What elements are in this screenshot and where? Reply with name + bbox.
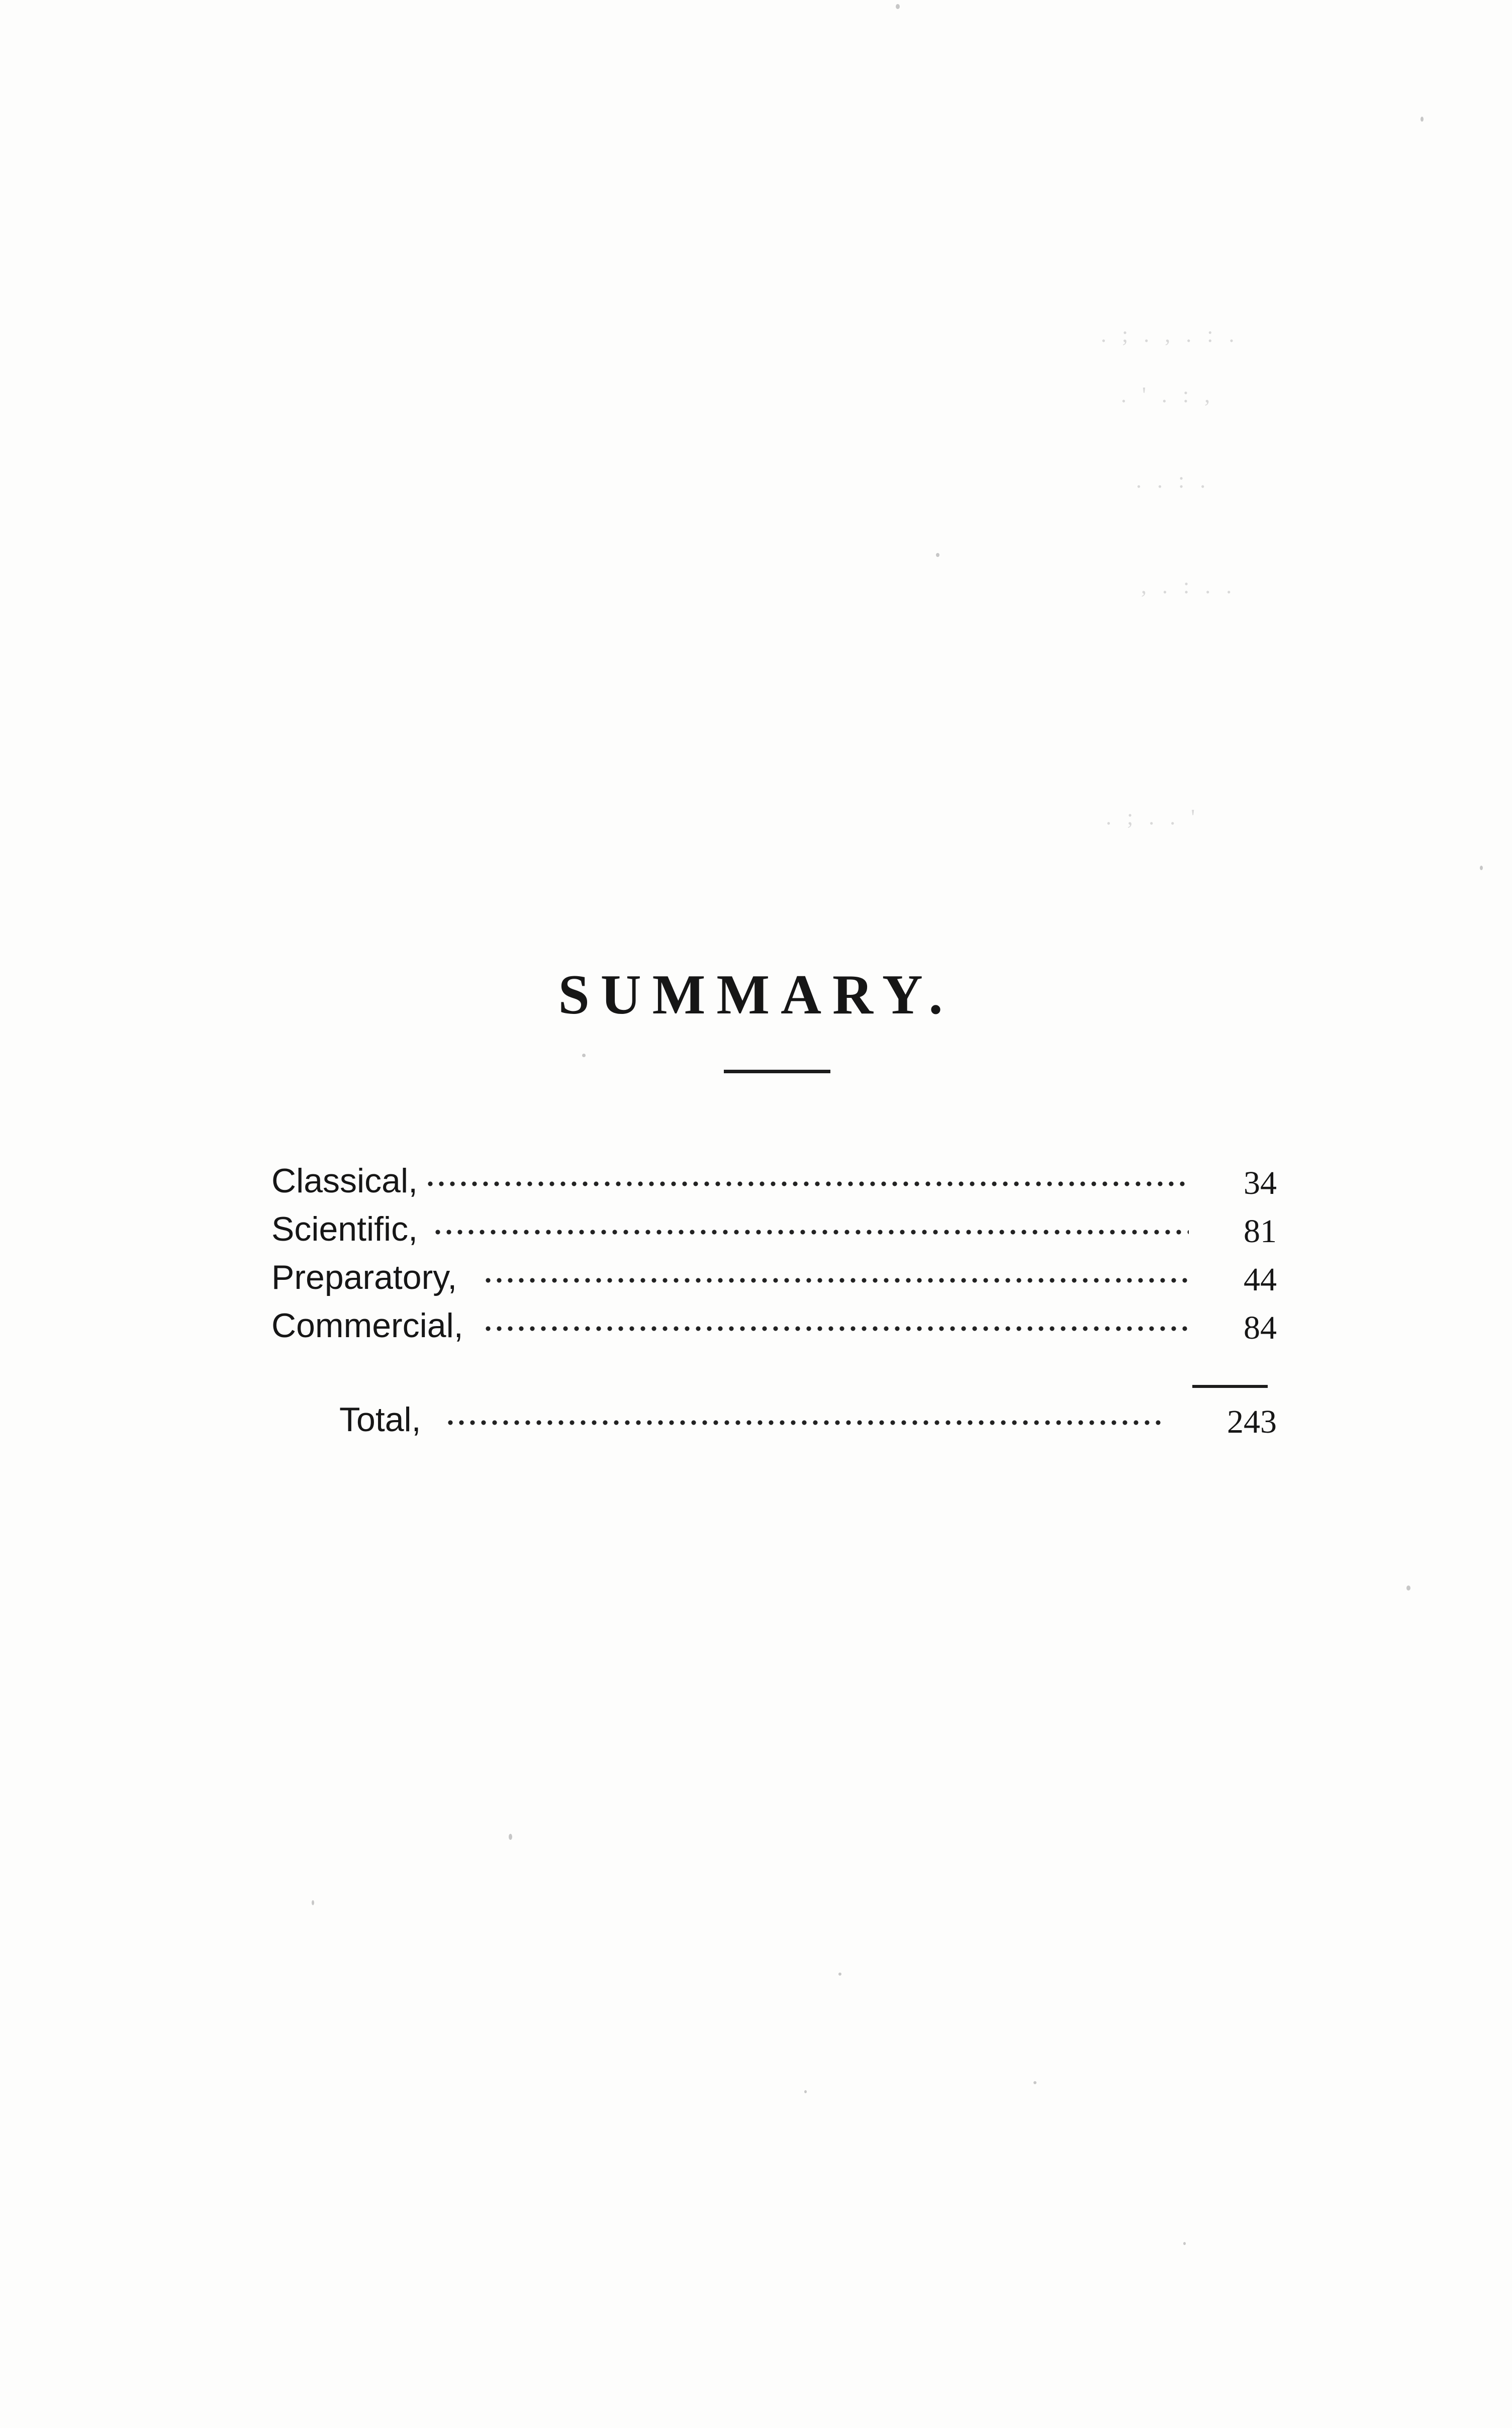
bleed-through-mark: . ; . , . : . [1101, 322, 1240, 347]
row-value: 34 [1244, 1165, 1277, 1201]
speck [1183, 2242, 1186, 2245]
summary-row [271, 1161, 1277, 1209]
total-row [271, 1400, 1277, 1448]
row-value: 84 [1244, 1310, 1277, 1346]
title-divider [724, 1070, 830, 1073]
speck [1480, 866, 1483, 870]
row-value: 44 [1244, 1261, 1277, 1298]
speck [312, 1900, 314, 1905]
speck [804, 2090, 807, 2093]
speck [896, 4, 900, 9]
speck [582, 1054, 586, 1057]
bleed-through-mark: , . : . . [1141, 574, 1237, 598]
row-label: Preparatory, [271, 1258, 457, 1296]
sum-divider [1192, 1385, 1268, 1388]
summary-table [271, 1161, 1277, 1354]
speck [1406, 1585, 1410, 1591]
dot-leader [483, 1326, 1189, 1331]
row-value: 81 [1244, 1213, 1277, 1250]
dot-leader [425, 1181, 1189, 1186]
bleed-through-mark: . ' . : , [1121, 383, 1215, 407]
dot-leader [432, 1230, 1189, 1235]
row-label: Classical, [271, 1162, 418, 1200]
summary-row [271, 1306, 1277, 1354]
dot-leader [483, 1278, 1189, 1283]
dot-leader [445, 1420, 1164, 1425]
speck [1033, 2081, 1036, 2084]
speck [1421, 117, 1424, 122]
summary-row [271, 1209, 1277, 1258]
row-label: Scientific, [271, 1210, 418, 1248]
summary-row [271, 1258, 1277, 1306]
row-label: Commercial, [271, 1306, 463, 1345]
bleed-through-mark: . . : . [1136, 468, 1211, 493]
total-table [271, 1400, 1277, 1448]
page-title: SUMMARY. [558, 964, 954, 1026]
speck [838, 1973, 841, 1976]
total-value: 243 [1227, 1404, 1277, 1440]
speck [509, 1834, 512, 1840]
bleed-through-mark: . ; . . ' [1106, 805, 1200, 829]
speck [936, 553, 939, 557]
total-label: Total, [339, 1400, 421, 1439]
